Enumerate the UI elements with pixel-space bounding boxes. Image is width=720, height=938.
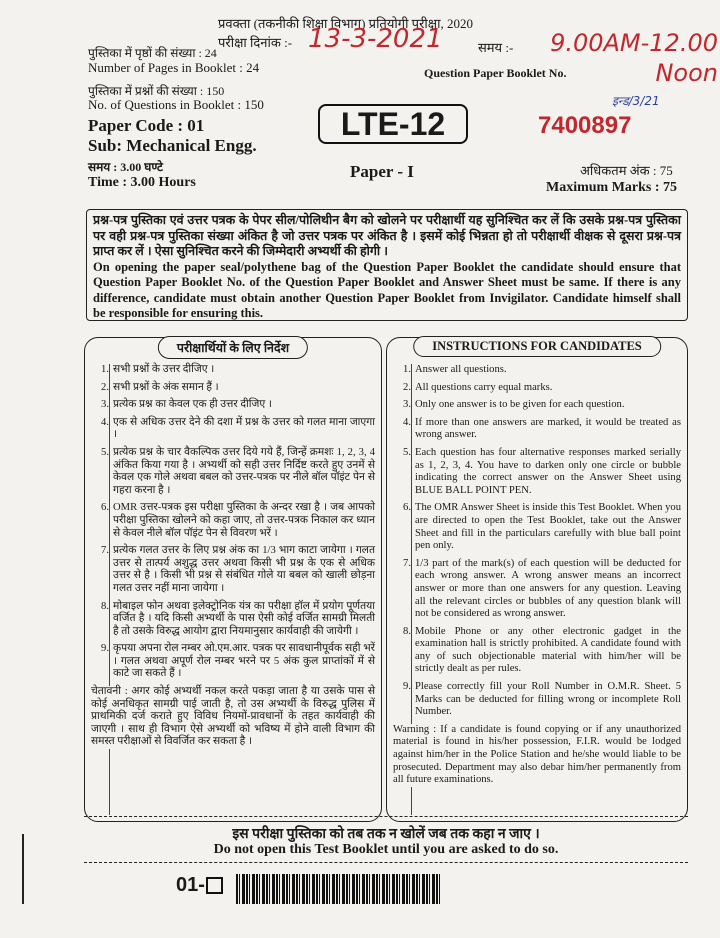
list-item: 8. Mobile Phone or any other electronic gadget in the examination hall is strictly prohibited. A candidate found with any of such objectionable material with him/her will be strictly dealt as per rules. [403,625,681,675]
notice-box [86,209,688,321]
time-hi: समय : 3.00 घण्टे [88,160,163,174]
list-item: 9. कृपया अपना रोल नम्बर ओ.एम.आर. पत्रक पर सावधानीपूर्वक सही भरें । गलत अथवा अपूर्ण रोल नम्बर भरने पर 5 अंक कुल प्राप्तांकों में से काटे जा सकते हैं । [101,643,375,680]
list-item: 5. Each question has four alternative responses marked serially as 1, 2, 3, 4. You have to darken only one circle or bubble indicating the correct answer on the Answer Sheet using BLUE BALL POINT PEN. [403,446,681,496]
list-item: 7. प्रत्येक गलत उत्तर के लिए प्रश्न अंक का 1/3 भाग काटा जायेगा । गलत उत्तर से तात्पर्य अशुद्ध उत्तर अथवा किसी भी प्रश्न के एक से अधिक उत्तर से है । किसी भी प्रश्न से संबंधित गोले या बबल को खाली छोड़ना गलत उत्तर नहीं माना जायेगा । [101,545,375,594]
max-marks-en: Maximum Marks : 75 [546,180,678,195]
list-item: 2. All questions carry equal marks. [403,381,553,393]
footer-hindi: इस परीक्षा पुस्तिका को तब तक न खोलें जब तक कहा न जाए । [232,827,540,842]
exam-title: प्रवक्ता (तकनीकी शिक्षा विभाग) प्रतियोगी परीक्षा, 2020 [218,16,473,31]
list-item: 3. Only one answer is to be given for each question. [403,399,625,411]
list-item: 2. सभी प्रश्नों के अंक समान हैं । [101,381,219,393]
list-item: 8. मोबाइल फोन अथवा इलेक्ट्रोनिक यंत्र का परीक्षा हॉल में प्रयोग पूर्णतया वर्जित है । यदि किसी अभ्यर्थी के पास ऐसी कोई वर्जित सामग्री मिलती है तो उसके विरुद्ध आयोग द्वारा नियमानुसार कार्यवाही की जायेगी । [101,600,375,637]
hindi-instructions-list [91,364,375,681]
list-item: 5. प्रत्येक प्रश्न के चार वैकल्पिक उत्तर दिये गये हैं, जिन्हें क्रमशः 1, 2, 3, 4 अंकित किया गया है । अभ्यर्थी को सही उत्तर निर्दिष्ट करते हुए उनमें से केवल एक गोले अथवा बबल को उत्तर-पत्रक पर नीले बॉल पॉइंट पेन से गहरा करना है । [101,446,375,496]
footer-dash-bottom [84,862,688,863]
footer-english: Do not open this Test Booklet until you are asked to do so. [213,842,559,857]
hindi-instructions-panel [84,337,382,822]
subject: Sub: Mechanical Engg. [88,136,257,155]
hindi-instructions-title: परीक्षार्थियों के लिए निर्देश [158,336,308,359]
initials-stamp: इन्ड/3/21 [612,94,660,108]
pages-hi: पुस्तिका में पृष्ठों की संख्या : 24 [88,46,217,60]
paper-code: Paper Code : 01 [88,116,205,135]
booklet-no-label: Question Paper Booklet No. [424,66,567,80]
english-instructions-panel [386,337,688,822]
list-item: 6. The OMR Answer Sheet is inside this Test Booklet. When you are directed to open the Test Booklet, take out the Answer Sheet and fill in the particulars carefully with blue ball point pen only. [403,502,681,552]
notice-hindi: प्रश्न-पत्र पुस्तिका एवं उत्तर पत्रक के पेपर सील/पोलिथीन बैग को खोलने पर परीक्षार्थी यह सुनिश्चित कर लें कि उसके प्रश्न-पत्र पुस्तिका पर वही प्रश्न-पत्र पुस्तिका संख्या अंकित है जो उत्तर पत्रक पर अंकित है । इसमें कोई भिन्नता हो तो परीक्षार्थी वीक्षक से दूसरा प्रश्न-पत्र प्राप्त कर लें । ऐसा सुनिश्चित करने की जिम्मेदारी अभ्यर्थी की होगी । [93,213,681,258]
pages-en: Number of Pages in Booklet : 24 [88,60,260,75]
list-item: 9. Please correctly fill your Roll Number in O.M.R. Sheet. 5 Marks can be deducted for filling wrong or incomplete Roll Number. [403,681,681,718]
booklet-code: 01- [176,874,223,897]
time-label: समय :- [478,40,514,55]
footer-dash-top [84,816,688,817]
english-instructions-list [393,364,681,719]
english-instructions-title: INSTRUCTIONS FOR CANDIDATES [413,336,661,357]
notice-english: On opening the paper seal/polythene bag of the Question Paper Booklet the candidate should ensure that Question Paper Booklet No. of the Question Paper Booklet and Answer Sheet must be same. If there is any difference, candidate must obtain another Question Paper Booklet from Invigilator. Candidate himself shall be responsible for ensuring this. [93,259,681,320]
date-label: परीक्षा दिनांक :- [218,35,293,50]
questions-hi: पुस्तिका में प्रश्नों की संख्या : 150 [88,84,225,98]
booklet-number: 7400897 [538,112,632,139]
list-item: 7. 1/3 part of the mark(s) of each question will be deducted for each wrong answer. A wrong answer means an incorrect answer or more than one answers for any question. Leaving all the relevant circles or bubbles of any question blank will not be considered as wrong answer. [403,557,681,620]
barcode [236,874,440,904]
time-value: 9.00AM-12.00 Noon [550,29,718,87]
list-item: 4. एक से अधिक उत्तर देने की दशा में प्रश्न के उत्तर को गलत माना जाएगा । [101,416,375,441]
date-value: 13-3-2021 [308,24,443,54]
paper-number: Paper - I [350,162,414,181]
list-item: 1. Answer all questions. [403,364,507,375]
questions-en: No. of Questions in Booklet : 150 [88,97,264,112]
hindi-warning: चेतावनी : अगर कोई अभ्यर्थी नकल करते पकड़ा जाता है या उसके पास से कोई अनधिकृत सामग्री पाई जाती है, तो उस अभ्यर्थी के विरुद्ध पुलिस में प्राथमिकी दर्ज कराते हुए विविध नियमों-प्रावधानों के तहत कार्यवाही की जाएगी । साथ ही विभाग ऐसे अभ्यर्थी को भविष्य में होने वाली विभाग की समस्त परीक्षाओं से विवर्जित कर सकता है । [91,686,375,748]
list-item: 6. OMR उत्तर-पत्रक इस परीक्षा पुस्तिका के अन्दर रखा है । जब आपको परीक्षा पुस्तिका खोलने को कहा जाए, तो उत्तर-पत्रक निकाल कर ध्यान से केवल नीले बॉल पॉइंट पेन से विवरण भरें । [101,502,375,539]
list-item: 1. सभी प्रश्नों के उत्तर दीजिए । [101,364,215,375]
list-item: 4. If more than one answers are marked, it would be treated as wrong answer. [403,416,681,441]
code-box [206,877,223,894]
max-marks-hi: अधिकतम अंक : 75 [580,163,673,178]
lte-code-box: LTE-12 [318,104,468,144]
list-item: 3. प्रत्येक प्रश्न का केवल एक ही उत्तर दीजिए । [101,399,272,411]
time-en: Time : 3.00 Hours [88,175,196,190]
left-margin-line [22,834,24,904]
english-warning: Warning : If a candidate is found copying or if any unauthorized material is found in his/her possession, F.I.R. would be lodged against him/her in the Police Station and he/she would liable to be prosecuted. Department may also debar him/her permanently from all future examinations. [393,723,681,786]
